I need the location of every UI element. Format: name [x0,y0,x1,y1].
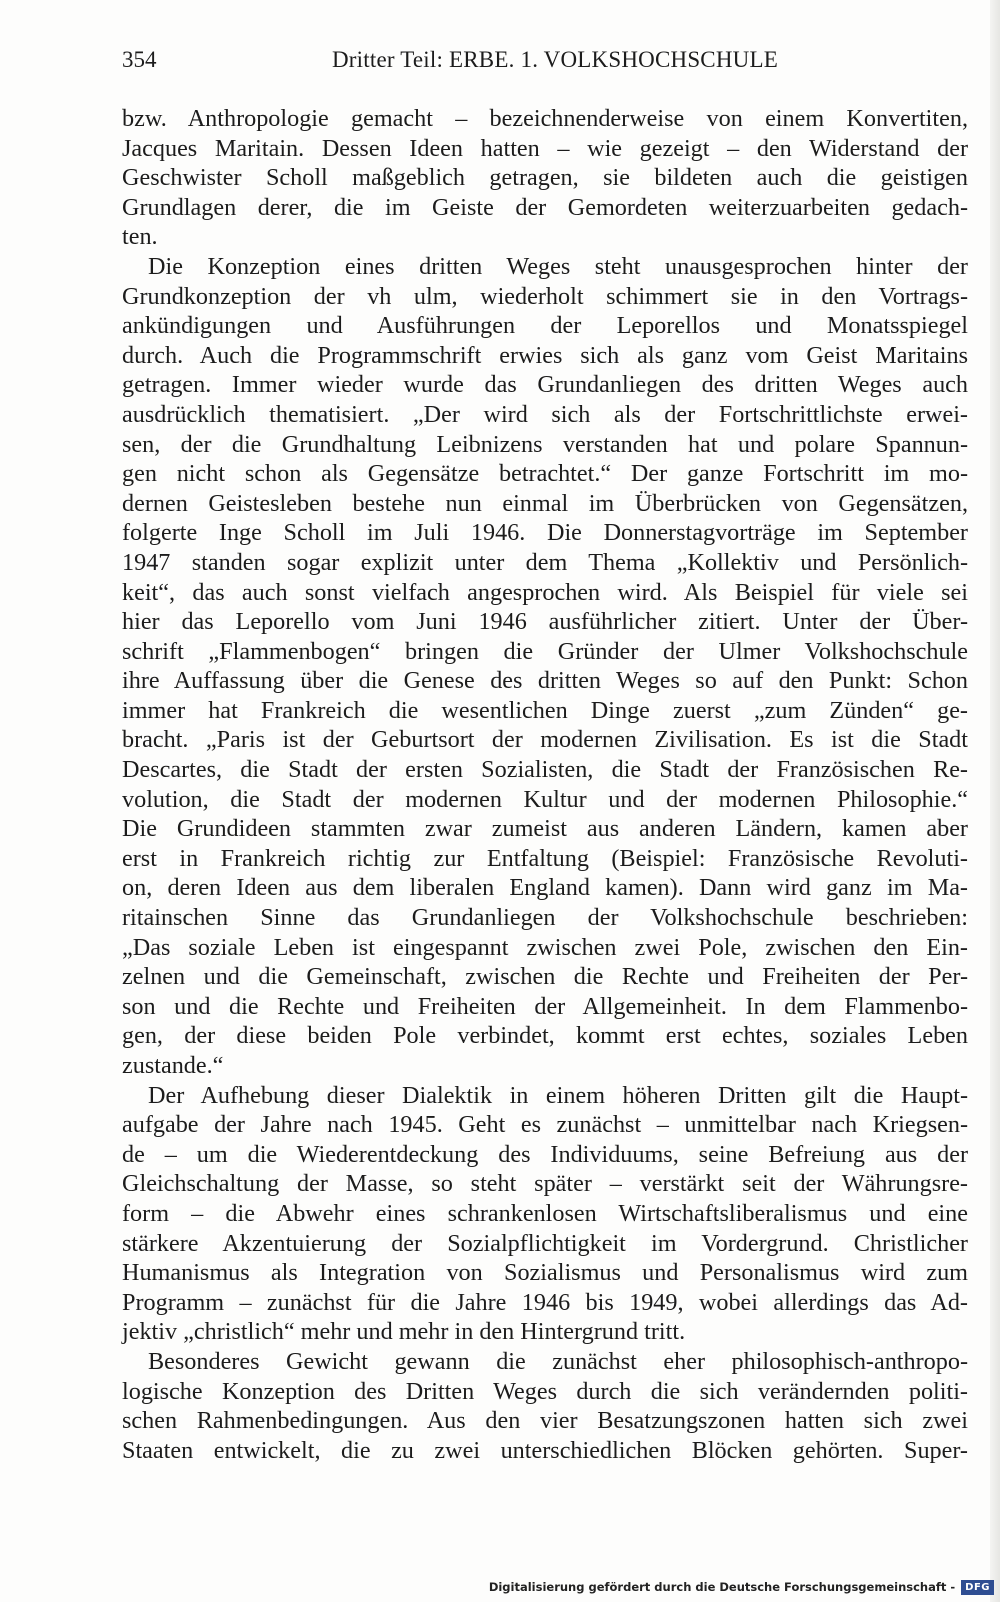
page-number: 354 [122,47,157,72]
text-line: folgerte Inge Scholl im Juli 1946. Die Donnerstagvorträge im September [122,519,968,547]
text-line: Jacques Maritain. Dessen Ideen hatten – wie gezeigt – den Widerstand der [122,134,968,162]
text-line: Grundkonzeption der vh ulm, wiederholt schimmert sie in den Vortrags- [122,282,968,310]
text-line: schen Rahmenbedingungen. Aus den vier Besatzungszonen hatten sich zwei [122,1407,968,1435]
text-line: gen nicht schon als Gegensätze betrachtet.“ Der ganze Fortschritt im mo- [122,460,968,488]
text-line: immer hat Frankreich die wesentlichen Dinge zuerst „zum Zünden“ ge- [122,696,968,724]
text-line: aufgabe der Jahre nach 1945. Geht es zunächst – unmittelbar nach Kriegsen- [122,1111,968,1139]
text-line: 1947 standen sogar explizit unter dem Thema „Kollektiv und Persönlich- [122,548,968,576]
text-line: schrift „Flammenbogen“ bringen die Gründer der Ulmer Volkshochschule [122,637,968,665]
text-line: Staaten entwickelt, die zu zwei unterschiedlichen Blöcken gehörten. Super- [122,1436,968,1464]
text-line: stärkere Akzentuierung der Sozialpflichtigkeit im Vordergrund. Christlicher [122,1229,968,1257]
running-head [122,44,970,76]
digitization-note: Digitalisierung gefördert durch die Deutsche Forschungsgemeinschaft - [488,1580,956,1594]
text-line: ritainschen Sinne das Grundanliegen der Volkshochschule beschrieben: [122,904,968,932]
text-line: Die Grundideen stammten zwar zumeist aus anderen Ländern, kamen aber [122,815,968,843]
dfg-logo: DFG [961,1580,994,1595]
text-line: dernen Geistesleben bestehe nun einmal im Überbrücken von Gegensätzen, [122,489,968,517]
text-line: Humanismus als Integration von Sozialismus und Personalismus wird zum [122,1259,968,1287]
text-line: bzw. Anthropologie gemacht – bezeichnenderweise von einem Konvertiten, [122,105,968,132]
text-line: keit“, das auch sonst vielfach angesprochen wird. Als Beispiel für viele sei [122,578,968,606]
text-line: jektiv „christlich“ mehr und mehr in den Hintergrund tritt. [122,1318,686,1346]
text-line: ankündigungen und Ausführungen der Leporellos und Monatsspiegel [122,312,968,340]
text-line: logische Konzeption des Dritten Weges durch die sich verändernden politi- [122,1377,968,1405]
text-line: zelnen und die Gemeinschaft, zwischen die Rechte und Freiheiten der Per- [122,963,968,991]
text-line: ihre Auffassung über die Genese des dritten Weges so auf den Punkt: Schon [122,667,968,695]
text-line: gen, der diese beiden Pole verbindet, kommt erst echtes, soziales Leben [122,1022,968,1050]
text-line: form – die Abwehr eines schrankenlosen Wirtschaftsliberalismus und eine [122,1199,968,1227]
digitization-footer [489,1576,994,1598]
text-line: Descartes, die Stadt der ersten Sozialisten, die Stadt der Französischen Re- [122,756,968,784]
page-edge-shadow [990,0,1000,1602]
text-line: de – um die Wiederentdeckung des Individuums, seine Befreiung aus der [122,1140,968,1168]
text-line: ten. [122,223,158,251]
text-line: „Das soziale Leben ist eingespannt zwischen zwei Pole, zwischen den Ein- [122,933,968,961]
text-line: zustande.“ [122,1052,224,1079]
text-line: on, deren Ideen aus dem liberalen England kamen). Dann wird ganz im Ma- [122,874,968,902]
text-line: erst in Frankreich richtig zur Entfaltung (Beispiel: Französische Revoluti- [122,844,968,872]
text-line: ausdrücklich thematisiert. „Der wird sich als der Fortschrittlichste erwei- [122,400,968,428]
text-line: bracht. „Paris ist der Geburtsort der modernen Zivilisation. Es ist die Stadt [122,726,968,754]
text-line: sen, der die Grundhaltung Leibnizens verstanden hat und polare Spannun- [122,430,968,458]
text-line: durch. Auch die Programmschrift erwies sich als ganz vom Geist Maritains [122,341,968,369]
text-line: son und die Rechte und Freiheiten der Allgemeinheit. In dem Flammenbo- [122,992,968,1020]
text-line: getragen. Immer wieder wurde das Grundanliegen des dritten Weges auch [122,371,968,399]
body-text [122,104,968,1465]
paragraph-start-line: Der Aufhebung dieser Dialektik in einem höheren Dritten gilt die Haupt- [148,1081,968,1109]
text-line: Geschwister Scholl maßgeblich getragen, sie bildeten auch die geistigen [122,164,968,192]
paragraph-start-line: Besonderes Gewicht gewann die zunächst eher philosophisch-anthropo- [148,1347,968,1375]
text-line: volution, die Stadt der modernen Kultur und der modernen Philosophie.“ [122,785,968,813]
running-title: Dritter Teil: ERBE. 1. VOLKSHOCHSCHULE [332,47,778,72]
paragraph-start-line: Die Konzeption eines dritten Weges steht unausgesprochen hinter der [148,252,968,280]
text-line: Gleichschaltung der Masse, so steht später – verstärkt seit der Währungsre- [122,1170,968,1198]
text-line: hier das Leporello vom Juni 1946 ausführlicher zitiert. Unter der Über- [122,608,968,636]
text-line: Programm – zunächst für die Jahre 1946 bis 1949, wobei allerdings das Ad- [122,1288,968,1316]
text-line: Grundlagen derer, die im Geiste der Gemordeten weiterzuarbeiten gedach- [122,193,968,221]
